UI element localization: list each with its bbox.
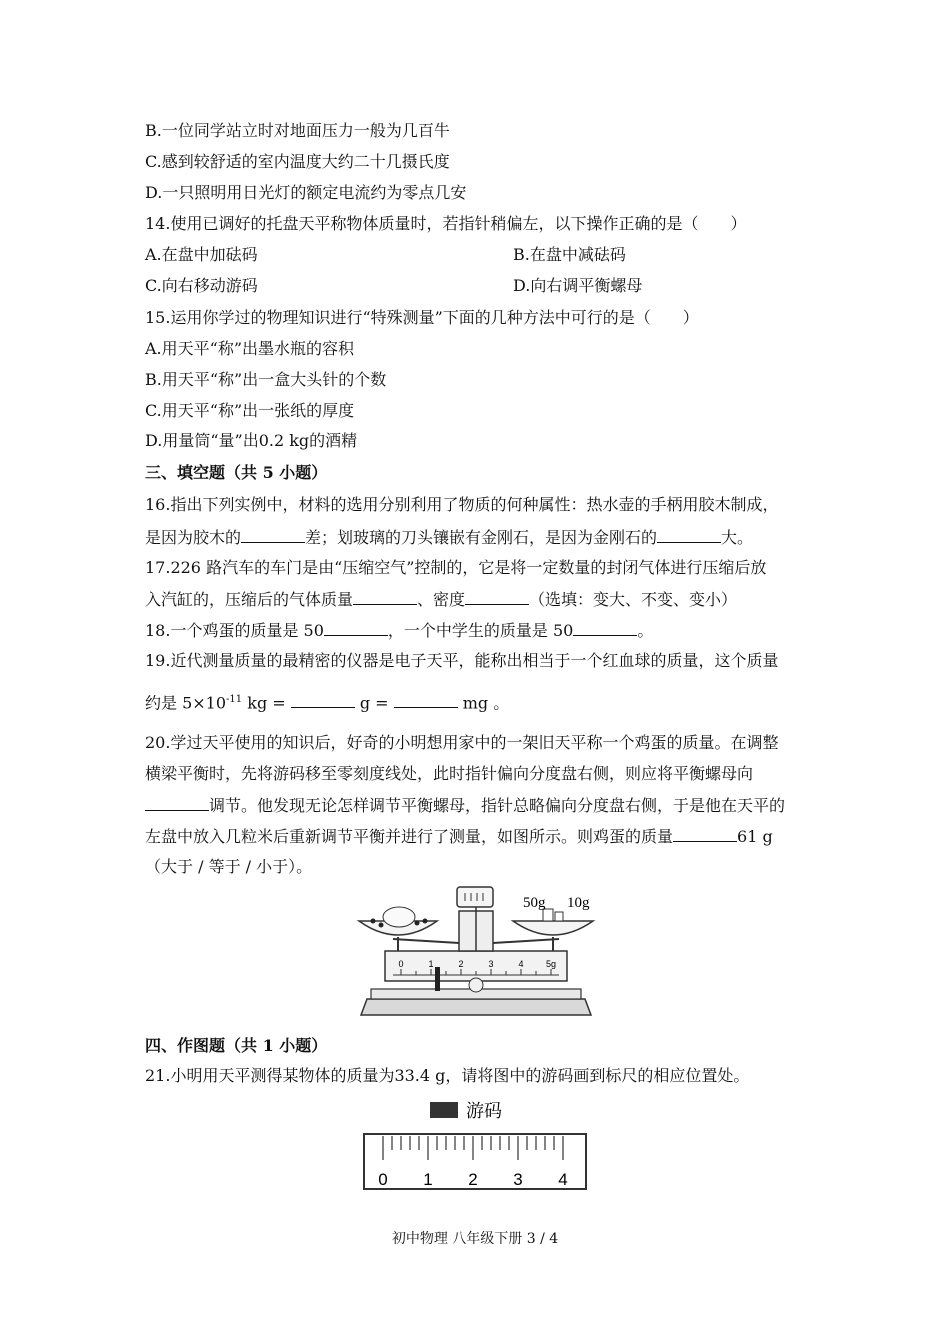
ruler-label-2: 2: [468, 1170, 478, 1189]
q16-line-1: 16.指出下列实例中，材料的选用分别利用了物质的何种属性：热水壶的手柄用胶木制成，: [145, 495, 779, 514]
weight-10g: [555, 912, 563, 921]
q16-text-a: 是因为胶木的: [145, 528, 242, 547]
q15-option-a: A.用天平“称”出墨水瓶的容积: [145, 339, 355, 358]
ruler-label-3: 3: [513, 1170, 523, 1189]
q19-unit-kg: kg =: [242, 693, 291, 713]
q15-option-b: B.用天平“称”出一盒大头针的个数: [145, 370, 387, 389]
q20-text-3: 调节。他发现无论怎样调节平衡螺母，指针总略偏向分度盘右侧，于是他在天平的: [209, 796, 786, 815]
weight-label-50g: 50g: [523, 895, 546, 911]
q18-text-b: ，一个中学生的质量是 50: [387, 621, 574, 640]
ruler-label-1: 1: [423, 1170, 433, 1189]
q20-text-4: 左盘中放入几粒米后重新调节平衡并进行了测量，如图所示。则鸡蛋的质量: [145, 827, 674, 846]
q20-line-4: [145, 826, 773, 847]
pointer-plate: [457, 887, 493, 907]
q17-text-c: （选填：变大、不变、变小）: [529, 590, 738, 609]
q15-stem: 15.运用你学过的物理知识进行“特殊测量”下面的几种方法中可行的是（ ）: [145, 308, 699, 327]
beam-label-2: 2: [458, 959, 464, 969]
q16-line-2: [145, 527, 753, 548]
answer-blank[interactable]: [657, 527, 721, 543]
answer-blank[interactable]: [573, 620, 637, 636]
q19-line-1: 19.近代测量质量的最精密的仪器是电子天平，能称出相当于一个红血球的质量，这个质量: [145, 651, 779, 670]
q16-text-c: 大。: [721, 528, 754, 547]
q17-line-2: [145, 589, 737, 610]
q20-line-3: [145, 795, 785, 816]
q18-text-a: 18.一个鸡蛋的质量是 50: [145, 621, 324, 640]
ruler-label-0: 0: [378, 1170, 388, 1189]
q18-line: [145, 620, 653, 641]
option-b-prev: B.一位同学站立时对地面压力一般为几百牛: [145, 121, 450, 140]
rider: [435, 967, 440, 991]
beam-label-3: 3: [488, 959, 494, 969]
q18-text-c: 。: [637, 621, 654, 640]
q14-option-b: B.在盘中减砝码: [513, 245, 626, 264]
answer-blank[interactable]: [673, 826, 737, 842]
q14-stem: 14.使用已调好的托盘天平称物体质量时，若指针稍偏左，以下操作正确的是（ ）: [145, 214, 747, 233]
rider-legend-swatch: [430, 1102, 458, 1118]
ruler-label-4: 4: [558, 1170, 568, 1189]
answer-blank[interactable]: [324, 620, 388, 636]
answer-blank[interactable]: [465, 589, 529, 605]
option-c-prev: C.感到较舒适的室内温度大约二十几摄氏度: [145, 152, 450, 171]
q20-line-1: 20.学过天平使用的知识后，好奇的小明想用家中的一架旧天平称一个鸡蛋的质量。在调整: [145, 733, 779, 752]
q19-text-pre: 约是 5×10: [145, 693, 227, 713]
section-3-heading: 三、填空题（共 5 小题）: [145, 463, 328, 482]
answer-blank[interactable]: [353, 589, 417, 605]
answer-blank[interactable]: [291, 692, 355, 708]
q20-line-5: （大于 / 等于 / 小于）。: [145, 857, 313, 876]
q17-text-b: 、密度: [417, 590, 466, 609]
ruler-figure: [362, 1094, 590, 1192]
answer-blank[interactable]: [241, 527, 305, 543]
balance-figure: [353, 881, 599, 1027]
answer-blank[interactable]: [145, 795, 209, 811]
rider-legend-label: 游码: [466, 1101, 502, 1122]
option-d-prev: D.一只照明用日光灯的额定电流约为零点几安: [145, 183, 467, 202]
beam-label-1: 1: [428, 959, 434, 969]
q15-option-c: C.用天平“称”出一张纸的厚度: [145, 401, 355, 420]
weight-label-10g: 10g: [567, 895, 590, 911]
answer-blank[interactable]: [394, 692, 458, 708]
balance-base: [361, 999, 591, 1015]
q14-option-a: A.在盘中加砝码: [145, 245, 258, 264]
page-footer: 初中物理 八年级下册 3 / 4: [391, 1231, 559, 1247]
q14-option-d: D.向右调平衡螺母: [513, 276, 643, 295]
q19-unit-mg: mg 。: [457, 693, 510, 713]
q19-line-2: [145, 690, 509, 713]
balance-beam: [385, 951, 567, 981]
q17-text-a: 入汽缸的，压缩后的气体质量: [145, 590, 354, 609]
beam-label-5g: 5g: [545, 959, 557, 969]
q20-line-2: 横梁平衡时，先将游码移至零刻度线处，此时指针偏向分度盘右侧，则应将平衡螺母向: [145, 764, 754, 783]
q14-option-c: C.向右移动游码: [145, 276, 258, 295]
beam-label-0: 0: [398, 959, 404, 969]
q20-text-4b: 61 g: [737, 827, 773, 846]
q19-unit-g: g =: [354, 693, 394, 713]
q16-text-b: 差；划玻璃的刀头镶嵌有金刚石，是因为金刚石的: [305, 528, 658, 547]
q19-exponent: -11: [226, 694, 243, 705]
q21-stem: 21.小明用天平测得某物体的质量为33.4 g，请将图中的游码画到标尺的相应位置处。: [145, 1066, 750, 1085]
egg: [383, 907, 415, 927]
section-4-heading: 四、作图题（共 1 小题）: [145, 1036, 328, 1055]
q15-option-d: D.用量筒“量”出0.2 kg的酒精: [145, 431, 358, 450]
beam-label-4: 4: [518, 959, 524, 969]
q17-line-1: 17.226 路汽车的车门是由“压缩空气”控制的，它是将一定数量的封闭气体进行压缩后放: [145, 558, 767, 577]
